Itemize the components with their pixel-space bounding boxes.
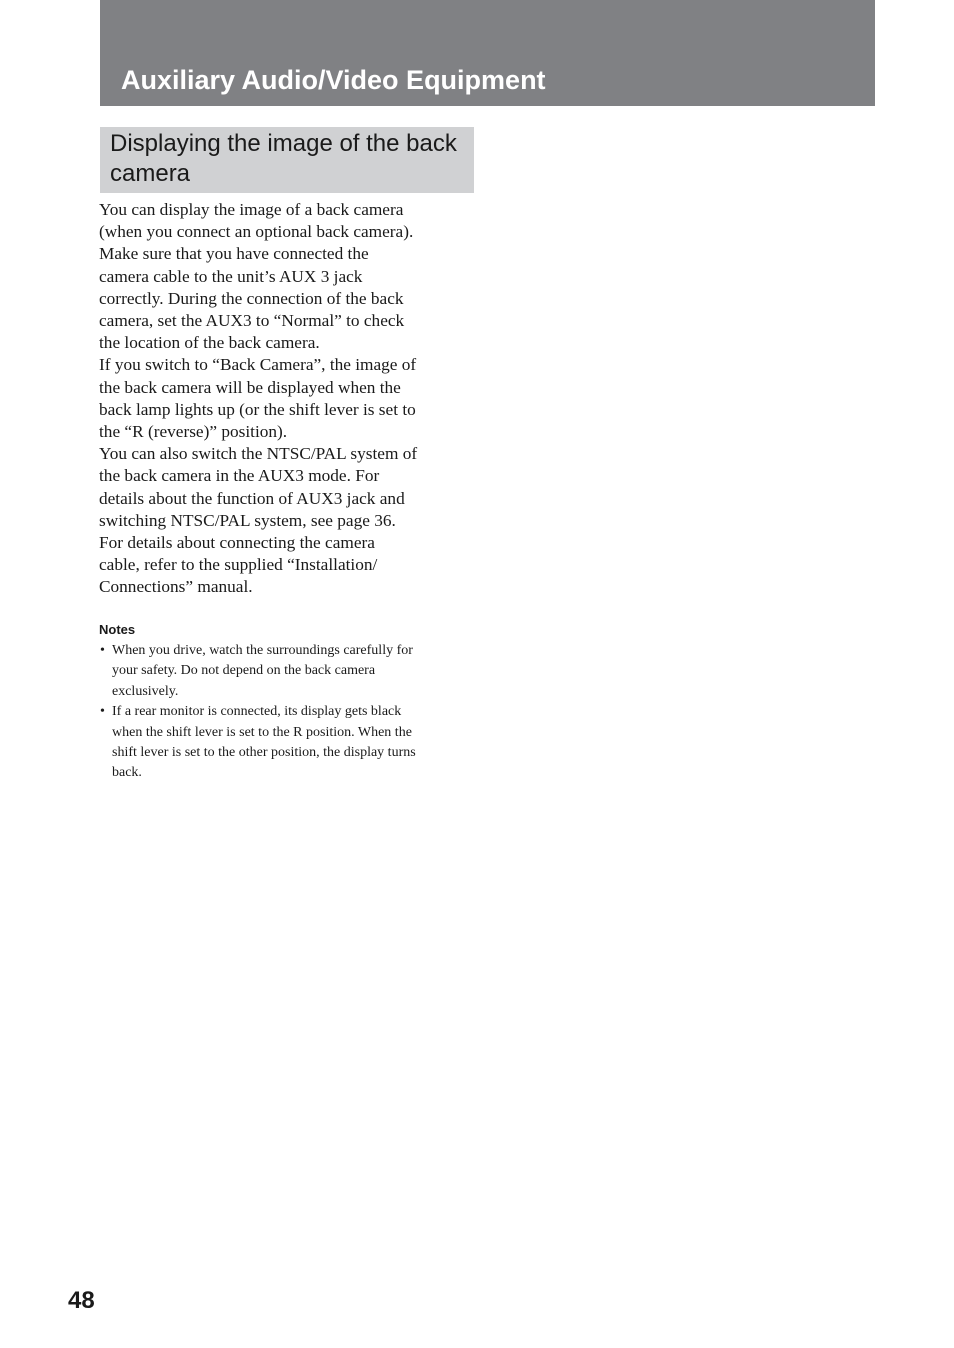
- paragraph: For details about connecting the camera cable, refer to the supplied “Installation/ Connections” manual.: [99, 533, 378, 597]
- paragraph: You can display the image of a back camera (when you connect an optional back camera). Make sure that you have connected the camera cable to the unit’s AUX 3 jack correctly. During the connection of the back camera, set the AUX3 to “Normal” to check the location of the back camera.: [99, 200, 414, 353]
- page-number: 48: [68, 1287, 95, 1314]
- body-text: [99, 199, 479, 599]
- paragraph: If you switch to “Back Camera”, the image of the back camera will be displayed when the back lamp lights up (or the shift lever is set to the “R (reverse)” position).: [99, 355, 417, 442]
- note-item: [99, 641, 479, 702]
- bullet-icon: •: [100, 704, 105, 720]
- note-item: [99, 702, 479, 784]
- notes-list: [99, 641, 479, 784]
- section-heading-box: [100, 127, 474, 193]
- note-text: When you drive, watch the surroundings carefully for your safety. Do not depend on the back camera exclusively.: [112, 643, 413, 699]
- bullet-icon: •: [100, 643, 105, 658]
- paragraph: You can also switch the NTSC/PAL system of the back camera in the AUX3 mode. For details about the function of AUX3 jack and switching NTSC/PAL system, see page 36.: [99, 444, 418, 530]
- section-title: Displaying the image of the back camera: [110, 130, 457, 187]
- chapter-title: Auxiliary Audio/Video Equipment: [121, 65, 546, 95]
- chapter-banner: [100, 0, 875, 106]
- note-text: If a rear monitor is connected, its display gets black when the shift lever is set to the R position. When the shift lever is set to the other position, the display turns back.: [112, 704, 416, 781]
- notes-heading: Notes: [99, 622, 136, 637]
